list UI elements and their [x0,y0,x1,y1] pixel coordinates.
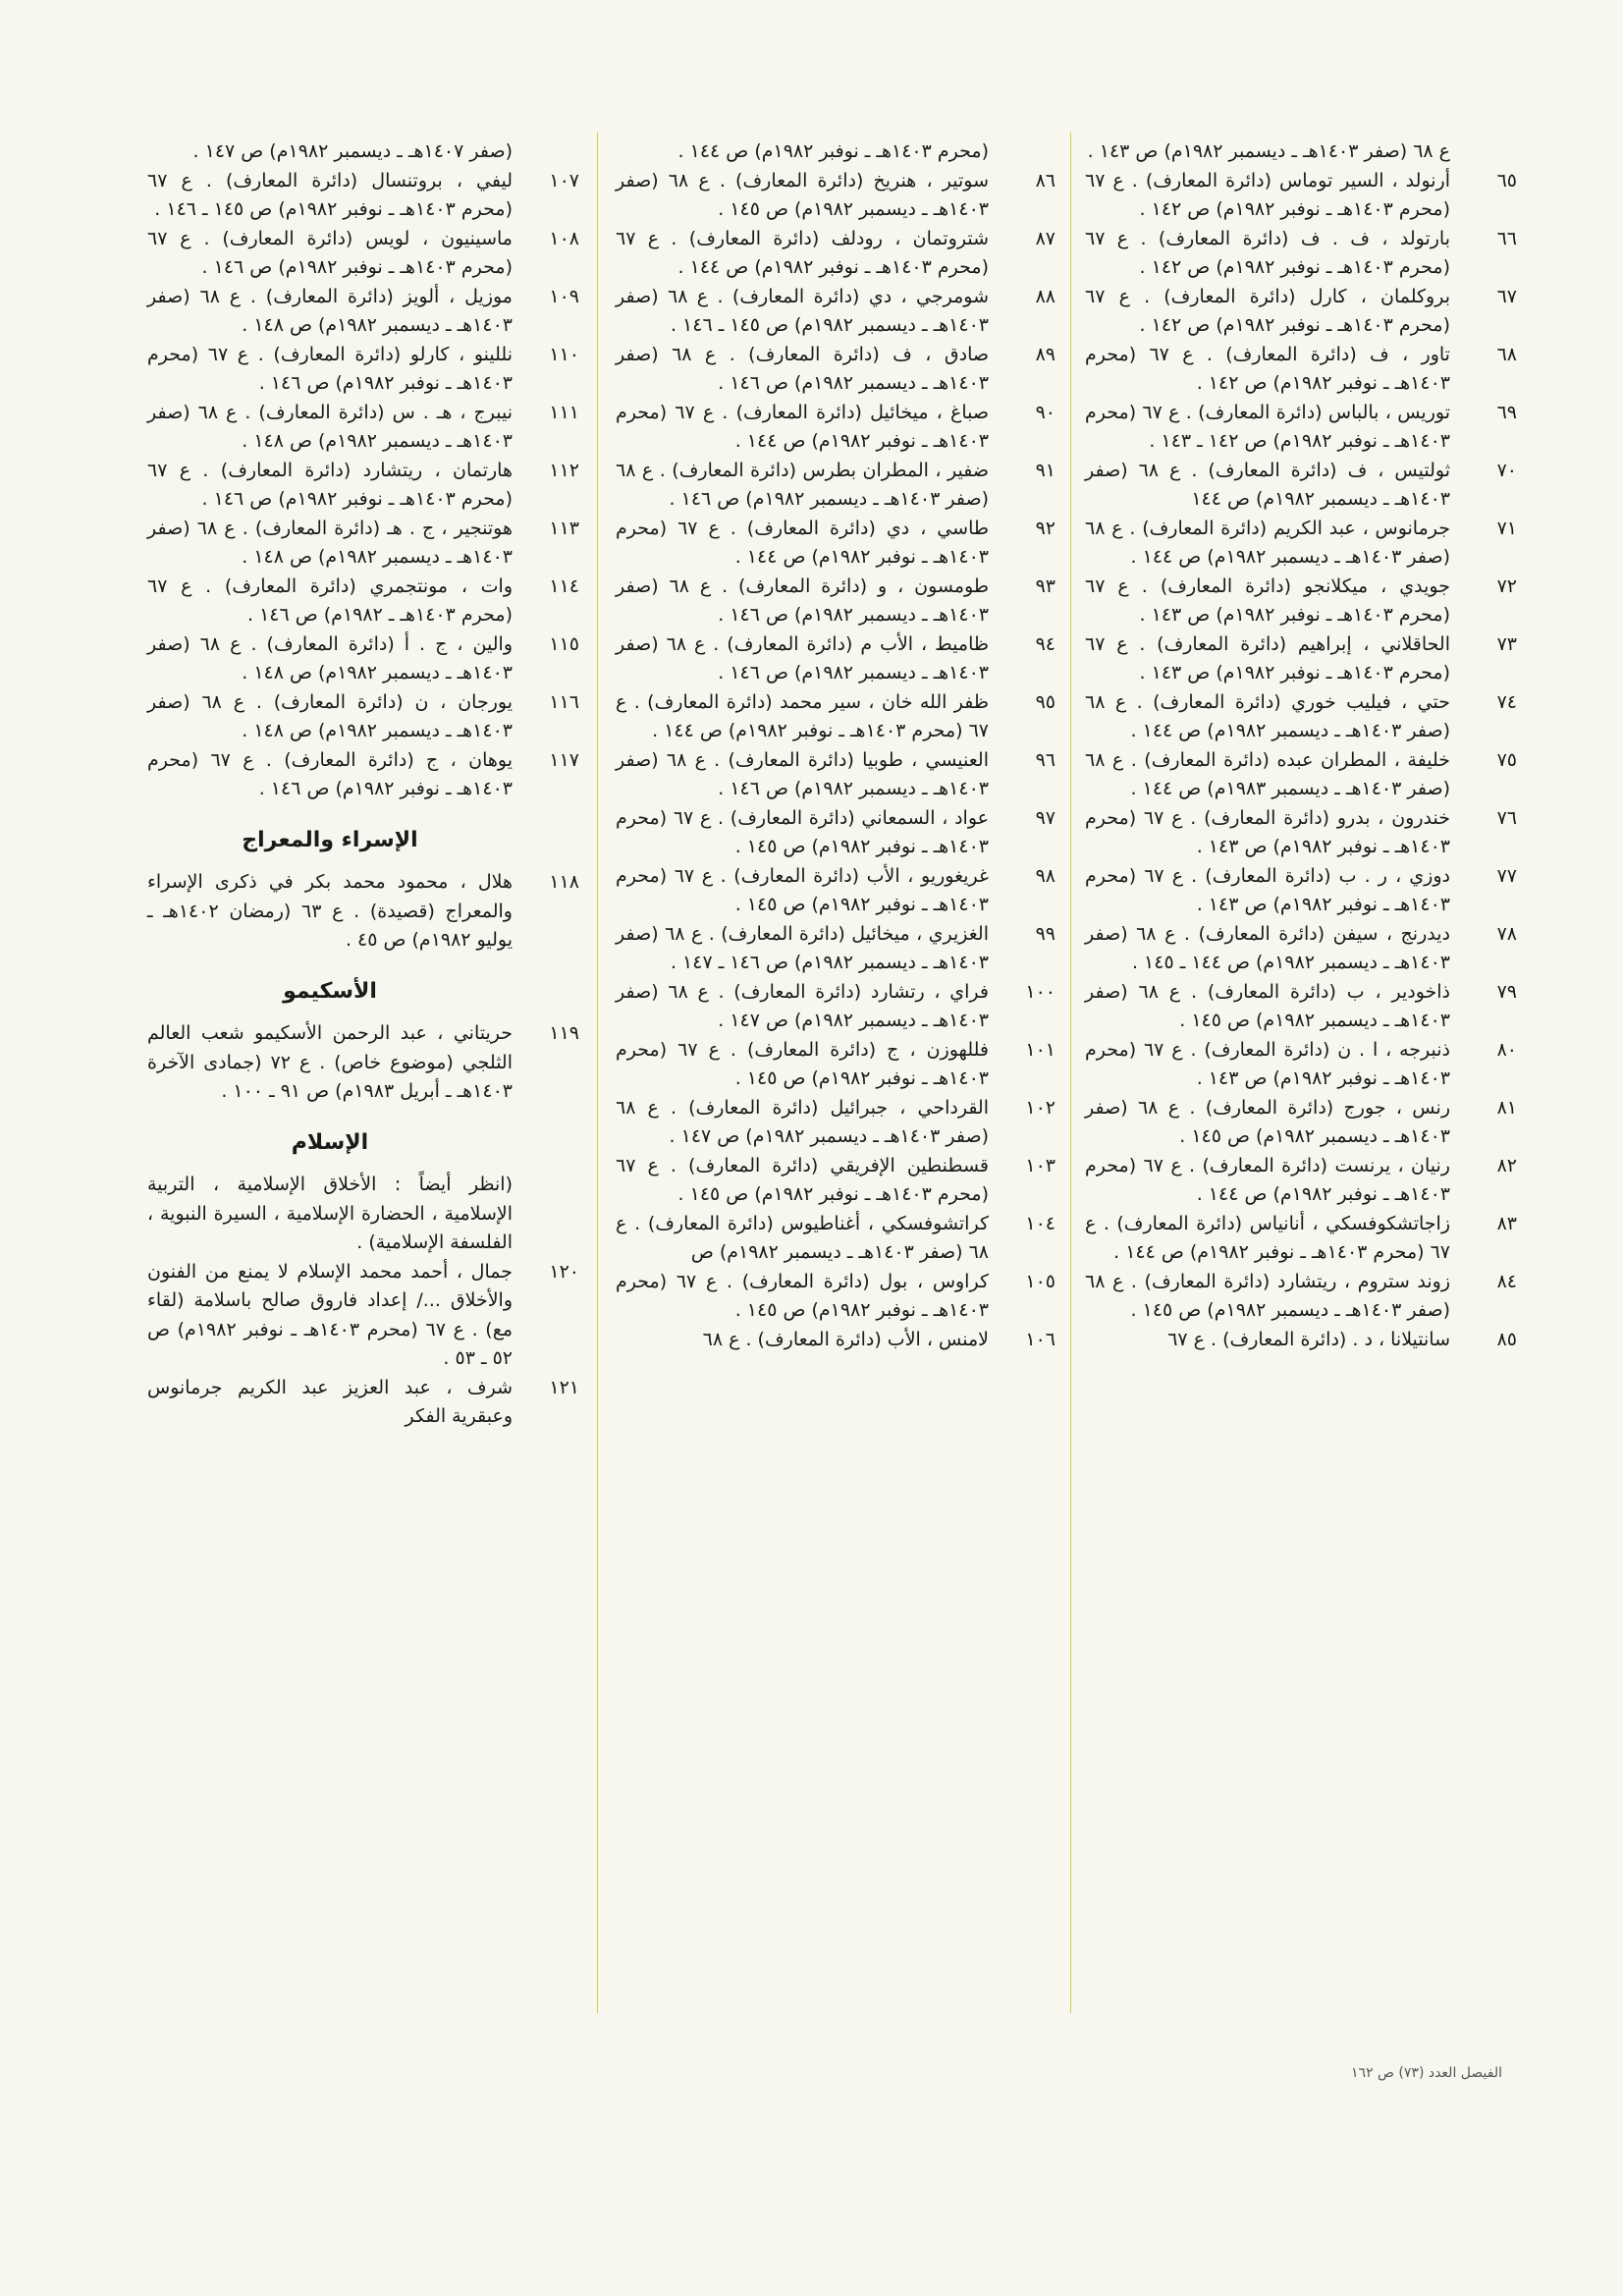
page-footer: الفيصل العدد (٧٣) ص ١٦٢ [1351,2065,1502,2081]
index-entry [616,515,1055,573]
entry-text: هارتمان ، ريتشارد (دائرة المعارف) . ع ٦٧ (محرم ١٤٠٣هـ ـ نوفبر ١٩٨٢م) ص ١٤٦ . [147,459,513,510]
index-entry [147,746,579,804]
entry-list [616,167,1055,1355]
index-entry [616,1094,1055,1152]
index-entry [616,688,1055,746]
section-heading-islam: الإسلام [291,1129,369,1155]
entry-text: ظفر الله خان ، سير محمد (دائرة المعارف) . ع ٦٧ (محرم ١٤٠٣هـ ـ نوفبر ١٩٨٢م) ص ١٤٤ . [616,690,989,741]
entry-number: ٧٣ [1496,632,1517,655]
entry-number: ٧٢ [1496,574,1517,597]
index-entry [147,868,579,956]
index-entry [616,167,1055,225]
entry-text: الحاقلاني ، إبراهيم (دائرة المعارف) . ع ٦٧ (محرم ١٤٠٣هـ ـ نوفبر ١٩٨٢م) ص ١٤٣ . [1085,632,1450,683]
entry-number: ٧٤ [1496,690,1517,713]
entry-number: ١٠٢ [1025,1096,1055,1119]
index-entry [147,457,579,515]
entry-number: ١١٨ [549,871,579,893]
entry-text: سانتيلانا ، د . (دائرة المعارف) . ع ٦٧ [1167,1328,1450,1350]
index-entry [1085,862,1517,920]
entry-text: شومرجي ، دي (دائرة المعارف) . ع ٦٨ (صفر ١٤٠٣هـ ـ ديسمبر ١٩٨٢م) ص ١٤٥ ـ ١٤٦ . [616,285,989,336]
index-entry [147,225,579,283]
entry-text: موزيل ، ألويز (دائرة المعارف) . ع ٦٨ (صفر ١٤٠٣هـ ـ ديسمبر ١٩٨٢م) ص ١٤٨ . [147,285,513,336]
entry-number: ٨٩ [1035,343,1055,365]
entry-number: ١٢١ [549,1376,579,1398]
entry-text: صباغ ، ميخائيل (دائرة المعارف) . ع ٦٧ (محرم ١٤٠٣هـ ـ نوفبر ١٩٨٢م) ص ١٤٤ . [616,401,989,452]
entry-text: ذنبرجه ، ا . ن (دائرة المعارف) . ع ٦٧ (محرم ١٤٠٣هـ ـ نوفبر ١٩٨٢م) ص ١٤٣ . [1085,1038,1450,1089]
entry-list [147,167,579,804]
section-heading-eskimo: الأسكيمو [283,978,377,1004]
entry-number: ٩٨ [1035,864,1055,887]
entry-text: ضفير ، المطران بطرس (دائرة المعارف) . ع ٦٨ (صفر ١٤٠٣هـ ـ ديسمبر ١٩٨٢م) ص ١٤٦ . [616,459,989,510]
entry-text: غريغوريو ، الأب (دائرة المعارف) . ع ٦٧ (محرم ١٤٠٣هـ ـ نوفبر ١٩٨٢م) ص ١٤٥ . [616,864,989,915]
entry-text: طومسون ، و (دائرة المعارف) . ع ٦٨ (صفر ١٤٠٣هـ ـ ديسمبر ١٩٨٢م) ص ١٤٦ . [616,574,989,626]
entry-number: ٨٥ [1496,1328,1517,1350]
entry-text: ماسينيون ، لويس (دائرة المعارف) . ع ٦٧ (محرم ١٤٠٣هـ ـ نوفبر ١٩٨٢م) ص ١٤٦ . [147,227,513,278]
entry-number: ٩٩ [1035,922,1055,945]
entry-list [1085,167,1517,1355]
entry-number: ٨١ [1496,1096,1517,1119]
entry-text: هلال ، محمود محمد بكر في ذكرى الإسراء والمعراج (قصيدة) . ع ٦٣ (رمضان ١٤٠٢هـ ـ يوليو ١٩٨٢م) ص ٤٥ . [147,871,513,951]
entry-number: ٩٧ [1035,806,1055,829]
entry-number: ١٠٥ [1025,1270,1055,1292]
entry-number: ٨٣ [1496,1212,1517,1234]
entry-text: والين ، ج . أ (دائرة المعارف) . ع ٦٨ (صفر ١٤٠٣هـ ـ ديسمبر ١٩٨٢م) ص ١٤٨ . [147,632,513,683]
index-entry [1085,573,1517,630]
entry-text: رنس ، جورج (دائرة المعارف) . ع ٦٨ (صفر ١٤٠٣هـ ـ ديسمبر ١٩٨٢م) ص ١٤٥ . [1085,1096,1450,1147]
index-entry [1085,225,1517,283]
entry-text: لامنس ، الأب (دائرة المعارف) . ع ٦٨ [702,1328,989,1350]
index-entry [616,746,1055,804]
entry-number: ٦٥ [1496,169,1517,191]
entry-text: جرمانوس ، عبد الكريم (دائرة المعارف) . ع ٦٨ (صفر ١٤٠٣هـ ـ ديسمبر ١٩٨٢م) ص ١٤٤ . [1085,517,1450,568]
continued-entry-text: ع ٦٨ (صفر ١٤٠٣هـ ـ ديسمبر ١٩٨٢م) ص ١٤٣ . [1087,140,1450,162]
entry-number: ١٠١ [1025,1038,1055,1061]
entry-text: العنيسي ، طوبيا (دائرة المعارف) . ع ٦٨ (صفر ١٤٠٣هـ ـ ديسمبر ١٩٨٢م) ص ١٤٦ . [616,748,989,799]
entry-text: رنيان ، يرنست (دائرة المعارف) . ع ٦٧ (محرم ١٤٠٣هـ ـ نوفبر ١٩٨٢م) ص ١٤٤ . [1085,1154,1450,1205]
entry-text: عواد ، السمعاني (دائرة المعارف) . ع ٦٧ (محرم ١٤٠٣هـ ـ نوفبر ١٩٨٢م) ص ١٤٥ . [616,806,989,857]
entry-text: حريتاني ، عبد الرحمن الأسكيمو شعب العالم الثلجي (موضوع خاص) . ع ٧٢ (جمادى الآخرة ١٤٠٣هـ ـ أبريل ١٩٨٣م) ص ٩١ ـ ١٠٠ . [147,1022,513,1102]
entry-number: ١١٠ [549,343,579,365]
index-entry [1085,167,1517,225]
column-divider [1070,133,1071,2013]
entry-number: ٩٢ [1035,517,1055,539]
entry-text: القرداحي ، جبرائيل (دائرة المعارف) . ع ٦٨ (صفر ١٤٠٣هـ ـ ديسمبر ١٩٨٢م) ص ١٤٧ . [616,1096,989,1147]
entry-text: سوتير ، هنريخ (دائرة المعارف) . ع ٦٨ (صفر ١٤٠٣هـ ـ ديسمبر ١٩٨٢م) ص ١٤٥ . [616,169,989,220]
entry-text: صادق ، ف (دائرة المعارف) . ع ٦٨ (صفر ١٤٠٣هـ ـ ديسمبر ١٩٨٢م) ص ١٤٦ . [616,343,989,394]
entry-text: يورجان ، ن (دائرة المعارف) . ع ٦٨ (صفر ١٤٠٣هـ ـ ديسمبر ١٩٨٢م) ص ١٤٨ . [147,690,513,741]
entry-text: جويدي ، ميكلانجو (دائرة المعارف) . ع ٦٧ (محرم ١٤٠٣هـ ـ نوفبر ١٩٨٢م) ص ١٤٣ . [1085,574,1450,626]
entry-number: ٩٦ [1035,748,1055,771]
index-entry [147,688,579,746]
entry-text: حتي ، فيليب خوري (دائرة المعارف) . ع ٦٨ (صفر ١٤٠٣هـ ـ ديسمبر ١٩٨٢م) ص ١٤٤ . [1085,690,1450,741]
entry-text: ذاخودير ، ب (دائرة المعارف) . ع ٦٨ (صفر ١٤٠٣هـ ـ ديسمبر ١٩٨٢م) ص ١٤٥ . [1085,980,1450,1031]
continued-entry-text: (محرم ١٤٠٣هـ ـ نوفبر ١٩٨٢م) ص ١٤٤ . [677,140,989,162]
index-entry [147,1374,579,1432]
entry-number: ١١٣ [549,517,579,539]
entry-number: ١٠٦ [1025,1328,1055,1350]
index-entry [1085,978,1517,1036]
entry-number: ٨٦ [1035,169,1055,191]
entry-text: كراوس ، بول (دائرة المعارف) . ع ٦٧ (محرم ١٤٠٣هـ ـ نوفبر ١٩٨٢م) ص ١٤٥ . [616,1270,989,1321]
entry-text: ظاميط ، الأب م (دائرة المعارف) . ع ٦٨ (صفر ١٤٠٣هـ ـ ديسمبر ١٩٨٢م) ص ١٤٦ . [616,632,989,683]
entry-text: دوزي ، ر . ب (دائرة المعارف) . ع ٦٧ (محرم ١٤٠٣هـ ـ نوفبر ١٩٨٢م) ص ١٤٣ . [1085,864,1450,915]
entry-number: ٦٧ [1496,285,1517,307]
entry-text: شتروتمان ، رودلف (دائرة المعارف) . ع ٦٧ (محرم ١٤٠٣هـ ـ نوفبر ١٩٨٢م) ص ١٤٤ . [616,227,989,278]
index-entry [616,283,1055,341]
entry-text: نيبرج ، هـ . س (دائرة المعارف) . ع ٦٨ (صفر ١٤٠٣هـ ـ ديسمبر ١٩٨٢م) ص ١٤٨ . [147,401,513,452]
index-entry [1085,1210,1517,1268]
entry-text: فللهوزن ، ج (دائرة المعارف) . ع ٦٧ (محرم ١٤٠٣هـ ـ نوفبر ١٩٨٢م) ص ١٤٥ . [616,1038,989,1089]
entry-number: ٦٩ [1496,401,1517,423]
entry-number: ٩٣ [1035,574,1055,597]
entry-text: بارتولد ، ف . ف (دائرة المعارف) . ع ٦٧ (محرم ١٤٠٣هـ ـ نوفبر ١٩٨٢م) ص ١٤٢ . [1085,227,1450,278]
index-entry [616,978,1055,1036]
index-column-middle [616,137,1055,1354]
index-entry [616,920,1055,978]
entry-number: ١١٧ [549,748,579,771]
index-entry [147,283,579,341]
index-entry [1085,1036,1517,1094]
entry-number: ٨٨ [1035,285,1055,307]
entry-text: فراي ، رتشارد (دائرة المعارف) . ع ٦٨ (صفر ١٤٠٣هـ ـ ديسمبر ١٩٨٢م) ص ١٤٧ . [616,980,989,1031]
index-entry [1085,515,1517,573]
index-entry [1085,1268,1517,1326]
entry-number: ١١٥ [549,632,579,655]
entry-number: ٧٩ [1496,980,1517,1003]
index-entry [1085,283,1517,341]
entry-text: خليفة ، المطران عبده (دائرة المعارف) . ع ٦٨ (صفر ١٤٠٣هـ ـ ديسمبر ١٩٨٣م) ص ١٤٤ . [1085,748,1450,799]
entry-number: ١١٢ [549,459,579,481]
entry-number: ٩١ [1035,459,1055,481]
index-entry [616,1268,1055,1326]
index-entry [1085,746,1517,804]
entry-number: ١٠٩ [549,285,579,307]
entry-text: هوتنجير ، ج . هـ (دائرة المعارف) . ع ٦٨ (صفر ١٤٠٣هـ ـ ديسمبر ١٩٨٢م) ص ١٤٨ . [147,517,513,568]
entry-number: ٩٠ [1035,401,1055,423]
index-entry [147,1019,579,1107]
entry-text: أرنولد ، السير توماس (دائرة المعارف) . ع ٦٧ (محرم ١٤٠٣هـ ـ نوفبر ١٩٨٢م) ص ١٤٢ . [1085,169,1450,220]
index-entry [147,515,579,573]
index-entry [147,341,579,399]
entry-number: ٧٥ [1496,748,1517,771]
index-entry [616,1210,1055,1268]
index-entry [147,167,579,225]
index-entry [616,457,1055,515]
index-entry [1085,804,1517,862]
index-entry [616,341,1055,399]
entry-number: ٨٧ [1035,227,1055,249]
entry-number: ٩٤ [1035,632,1055,655]
entry-number: ٧١ [1496,517,1517,539]
entry-text: قسطنطين الإفريقي (دائرة المعارف) . ع ٦٧ (محرم ١٤٠٣هـ ـ نوفبر ١٩٨٢م) ص ١٤٥ . [616,1154,989,1205]
index-column-right [1085,137,1517,1354]
index-entry [616,1326,1055,1355]
index-entry [1085,688,1517,746]
entry-text: شرف ، عبد العزيز عبد الكريم جرمانوس وعبقرية الفكر [147,1376,513,1427]
index-entry [1085,1326,1517,1355]
see-also-note: (انظر أيضاً : الأخلاق الإسلامية ، التربية الإسلامية ، الحضارة الإسلامية ، السيرة النبوية ، الفلسفة الإسلامية) . [147,1174,513,1253]
entry-number: ١٠٧ [549,169,579,191]
entry-number: ١١١ [549,401,579,423]
entry-number: ١١٤ [549,574,579,597]
index-entry [1085,920,1517,978]
entry-text: ديدرنج ، سيفن (دائرة المعارف) . ع ٦٨ (صفر ١٤٠٣هـ ـ ديسمبر ١٩٨٢م) ص ١٤٤ ـ ١٤٥ . [1085,922,1450,973]
entry-text: وات ، مونتجمري (دائرة المعارف) . ع ٦٧ (محرم ١٤٠٣هـ ـ ١٩٨٢م) ص ١٤٦ . [147,574,513,626]
index-entry [1085,399,1517,457]
entry-text: تاور ، ف (دائرة المعارف) . ع ٦٧ (محرم ١٤٠٣هـ ـ نوفبر ١٩٨٢م) ص ١٤٢ . [1085,343,1450,394]
index-entry [616,862,1055,920]
index-entry [616,630,1055,688]
entry-number: ١٠٤ [1025,1212,1055,1234]
entry-number: ٧٠ [1496,459,1517,481]
entry-text: الغزيري ، ميخائيل (دائرة المعارف) . ع ٦٨ (صفر ١٤٠٣هـ ـ ديسمبر ١٩٨٢م) ص ١٤٦ ـ ١٤٧ . [616,922,989,973]
index-entry [1085,341,1517,399]
entry-text: خندرون ، بدرو (دائرة المعارف) . ع ٦٧ (محرم ١٤٠٣هـ ـ نوفبر ١٩٨٢م) ص ١٤٣ . [1085,806,1450,857]
entry-text: ثولتيس ، ف (دائرة المعارف) . ع ٦٨ (صفر ١٤٠٣هـ ـ ديسمبر ١٩٨٢م) ص ١٤٤ [1085,459,1450,510]
entry-number: ١٢٠ [549,1260,579,1283]
entry-text: جمال ، أحمد محمد الإسلام لا يمنع من الفنون والأخلاق .../ إعداد فاروق صالح باسلامة (لقاء مع) . ع ٦٧ (محرم ١٤٠٣هـ ـ نوفبر ١٩٨٢م) ص ٥٢ ـ ٥٣ . [147,1260,514,1369]
entry-text: يوهان ، ج (دائرة المعارف) . ع ٦٧ (محرم ١٤٠٣هـ ـ نوفبر ١٩٨٢م) ص ١٤٦ . [147,748,513,799]
entry-text: طاسي ، دي (دائرة المعارف) . ع ٦٧ (محرم ١٤٠٣هـ ـ نوفبر ١٩٨٢م) ص ١٤٤ . [616,517,989,568]
entry-text: كراتشوفسكي ، أغناطيوس (دائرة المعارف) . ع ٦٨ (صفر ١٤٠٣هـ ـ ديسمبر ١٩٨٢م) ص [616,1212,989,1263]
column-divider [597,133,598,2013]
index-entry [1085,457,1517,515]
index-entry [616,573,1055,630]
continued-entry-text: (صفر ١٤٠٧هـ ـ ديسمبر ١٩٨٢م) ص ١٤٧ . [192,140,513,162]
index-entry [616,1036,1055,1094]
entry-text: توريس ، بالباس (دائرة المعارف) . ع ٦٧ (محرم ١٤٠٣هـ ـ نوفبر ١٩٨٢م) ص ١٤٢ ـ ١٤٣ . [1085,401,1450,452]
entry-number: ٨٤ [1496,1270,1517,1292]
entry-text: زاجاتشكوفسكي ، أنانياس (دائرة المعارف) . ع ٦٧ (محرم ١٤٠٣هـ ـ نوفبر ١٩٨٢م) ص ١٤٤ . [1085,1212,1450,1263]
index-entry [616,804,1055,862]
entry-number: ١٠٨ [549,227,579,249]
entry-text: زوند ستروم ، ريتشارد (دائرة المعارف) . ع ٦٨ (صفر ١٤٠٣هـ ـ ديسمبر ١٩٨٢م) ص ١٤٥ . [1085,1270,1450,1321]
entry-number: ١٠٠ [1025,980,1055,1003]
entry-number: ١١٩ [549,1022,579,1044]
entry-number: ٧٧ [1496,864,1517,887]
index-entry [147,399,579,457]
entry-number: ٨٠ [1496,1038,1517,1061]
entry-number: ٧٨ [1496,922,1517,945]
index-entry [147,630,579,688]
entry-number: ٧٦ [1496,806,1517,829]
entry-text: بروكلمان ، كارل (دائرة المعارف) . ع ٦٧ (محرم ١٤٠٣هـ ـ نوفبر ١٩٨٢م) ص ١٤٢ . [1085,285,1450,336]
index-entry [616,225,1055,283]
entry-number: ٦٨ [1496,343,1517,365]
index-entry [616,399,1055,457]
index-entry [616,1152,1055,1210]
index-entry [147,1258,579,1374]
entry-text: ليفي ، بروتنسال (دائرة المعارف) . ع ٦٧ (محرم ١٤٠٣هـ ـ نوفبر ١٩٨٢م) ص ١٤٥ ـ ١٤٦ . [147,169,513,220]
section-heading-isra: الإسراء والمعراج [242,827,418,852]
entry-number: ١١٦ [549,690,579,713]
entry-number: ٨٢ [1496,1154,1517,1176]
index-column-left [147,137,579,1432]
entry-text: نللينو ، كارلو (دائرة المعارف) . ع ٦٧ (محرم ١٤٠٣هـ ـ نوفبر ١٩٨٢م) ص ١٤٦ . [147,343,513,394]
entry-number: ٩٥ [1035,690,1055,713]
index-entry [1085,1094,1517,1152]
index-entry [1085,630,1517,688]
entry-number: ١٠٣ [1025,1154,1055,1176]
index-entry [147,573,579,630]
entry-number: ٦٦ [1496,227,1517,249]
index-entry [1085,1152,1517,1210]
